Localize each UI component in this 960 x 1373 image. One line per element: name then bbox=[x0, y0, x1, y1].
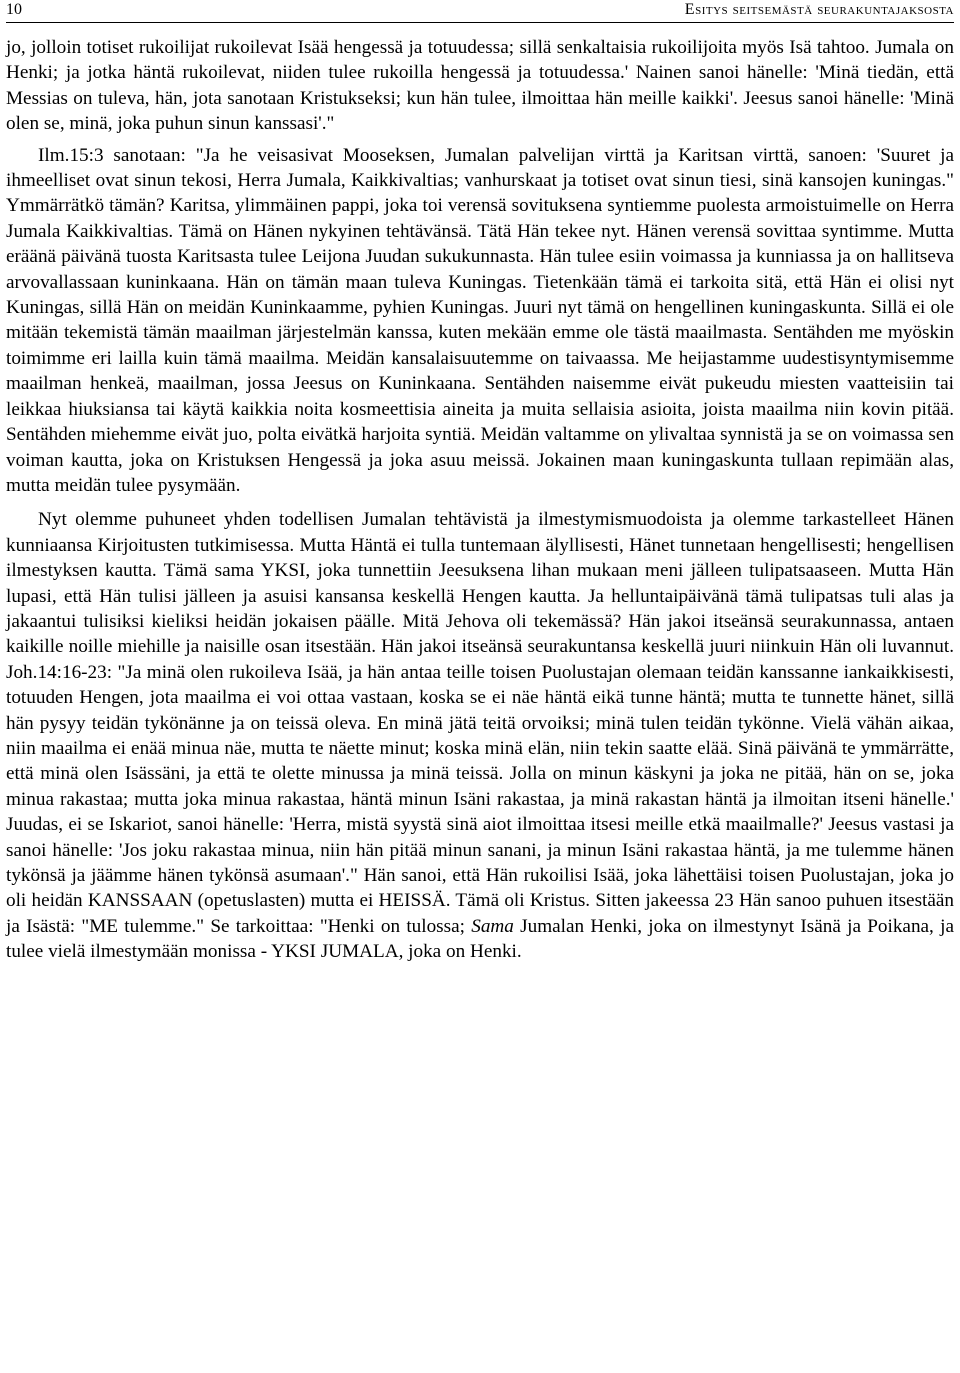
body-text bbox=[6, 35, 954, 965]
paragraph-2: Ilm.15:3 sanotaan: "Ja he veisasivat Mooseksen, Jumalan palvelijan virttä ja Karitsan virttä, sanoen: 'Suuret ja ihmeelliset ovat sinun tekosi, Herra Jumala, Kaikkivaltias; vanhurskaat ja totiset ovat sinun tiesi, sinä kansojen kuningas." Ymmärrätkö tämän? Karitsa, ylimmäinen pappi, joka toi verensä sovituksena syntiemme puolesta armoistuimelle on Herra Jumala Kaikkivaltias. Tämä on Hänen nykyinen tehtävänsä. Tätä Hän tekee nyt. Hänen verensä sovittaa syntimme. Mutta eräänä päivänä tuosta Karitsasta tulee Leijona Juudan sukukunnasta. Hän tulee esiin voimassa ja kunniassa ja on hallitseva arvovallassaan kuninkaana. Hän on tämän maan tuleva Kuningas. Tietenkään tämä ei tarkoita sitä, että Hän ei olisi nyt Kuningas, sillä Hän on meidän Kuninkaamme, pyhien Kuningas. Juuri nyt tämä on hengellinen kuningaskunta. Sillä ei ole mitään tekemistä tämän maailman järjestelmän kanssa, kuten mekään emme ole tästä maailmasta. Sentähden me myöskin toimimme eri lailla kuin tämä maailma. Meidän kansalaisuutemme on taivaassa. Me heijastamme uudestisyntymisemme maailman henkeä, maailman, jossa Jeesus on Kuninkaana. Sentähden naisemme eivät pukeudu miesten vaatteisiin tai leikkaa hiuksiansa tai käytä kaikkia noita kosmeettisia aineita ja muita sellaisia asioita, joista maailma niin kovin pitää. Sentähden miehemme eivät juo, polta eivätkä harjoita syntiä. Meidän valtamme on ylivaltaa synnistä ja se on voimassa sen voiman kautta, joka on Kristuksen Hengessä ja joka asuu meissä. Jokainen maan kuningaskunta tullaan repimään alas, mutta meidän tulee pysymään. bbox=[6, 144, 954, 496]
paragraph-3 bbox=[6, 507, 954, 964]
italic-word: Sama bbox=[471, 915, 514, 937]
page-number: 10 bbox=[6, 1, 22, 18]
paragraph-3-text-b: Jumalan Henki, joka on ilmestynyt Isänä ja Poikana, ja tulee vielä ilmestymään monissa - YKSI JUMALA, joka on Henki. bbox=[6, 915, 954, 963]
running-header bbox=[6, 0, 954, 23]
paragraph-3-text-a: Nyt olemme puhuneet yhden todellisen Jumalan tehtävistä ja ilmestymismuodoista ja olemme tarkastelleet Hänen kunniaansa Kirjoitusten tutkimisessa. Mutta Häntä ei tulla tuntemaan älyllisesti, Hänet tunnetaan hengellisesti; hengellisen ilmestyksen kautta. Tämä sama YKSI, joka tunnettiin Jeesuksena lihan mukaan meni jälleen tulipatsaaseen. Mutta Hän lupasi, että Hän tulisi jälleen ja asuisi kansansa keskellä Hengen kautta. Ja helluntaipäivänä tämä tulipatsas tuli alas ja jakaantui tulisiksi kieliksi heidän jokaisen päälle. Mitä Jehova oli tekemässä? Hän jakoi itseänsä seurakunnassa, antaen kaikille noille miehille ja naisille osan itsestään. Hän jakoi itseänsä seurakuntansa keskellä juuri niinkuin Hän oli luvannut. Joh.14:16-23: "Ja minä olen rukoileva Isää, ja hän antaa teille toisen Puolustajan olemaan teidän kanssanne iankaikkisesti, totuuden Hengen, jota maailma ei voi ottaa vastaan, koska se ei näe häntä eikä tunne häntä; mutta te tunnette hänet, sillä hän pysyy teidän tykönänne ja on teissä oleva. En minä jätä teitä orvoiksi; minä tulen teidän tykönne. Vielä vähän aikaa, niin maailma ei enää minua näe, mutta te näette minut; koska minä elän, niin tekin saatte elää. Sinä päivänä te ymmärrätte, että minä olen Isässäni, ja että te olette minussa ja minä teissä. Jolla on minun käskyni ja joka ne pitää, hän on se, joka minua rakastaa; mutta joka minua rakastaa, häntä minun Isäni rakastaa, ja minä rakastan häntä ja ilmoitan itseni hänelle.' Juudas, ei se Iskariot, sanoi hänelle: 'Herra, mistä syystä sinä aiot ilmoittaa itsesi meille etkä maailmalle?' Jeesus vastasi ja sanoi hänelle: 'Jos joku rakastaa minua, niin hän pitää minun sanani, ja minun Isäni rakastaa häntä, ja me tulemme hänen tykönsä ja jäämme hänen tykönsä asumaan'." Hän sanoi, että Hän rukoilisi Isää, joka lähettäisi toisen Puolustajan, joka jo oli heidän KANSSAAN (opetuslasten) mutta ei HEISSÄ. Tämä oli Kristus. Sitten jakeessa 23 Hän sanoo puhuen itsestään ja Isästä: "ME tulemme." Se tarkoittaa: "Henki on tulossa; bbox=[6, 509, 954, 937]
running-title: Esitys seitsemästä seurakuntajaksosta bbox=[684, 1, 954, 18]
paragraph-1: jo, jolloin totiset rukoilijat rukoilevat Isää hengessä ja totuudessa; sillä senkaltaisia rukoilijoita myös Isä tahtoo. Jumala on Henki; ja jotka häntä rukoilevat, niiden tulee rukoilla hengessä ja totuudessa.' Nainen sanoi hänelle: 'Minä tiedän, että Messias on tuleva, hän, jota sanotaan Kristukseksi; kun hän tulee, ilmoittaa hän meille kaikki'. Jeesus sanoi hänelle: 'Minä olen se, minä, joka puhun sinun kanssasi'." bbox=[6, 37, 954, 135]
